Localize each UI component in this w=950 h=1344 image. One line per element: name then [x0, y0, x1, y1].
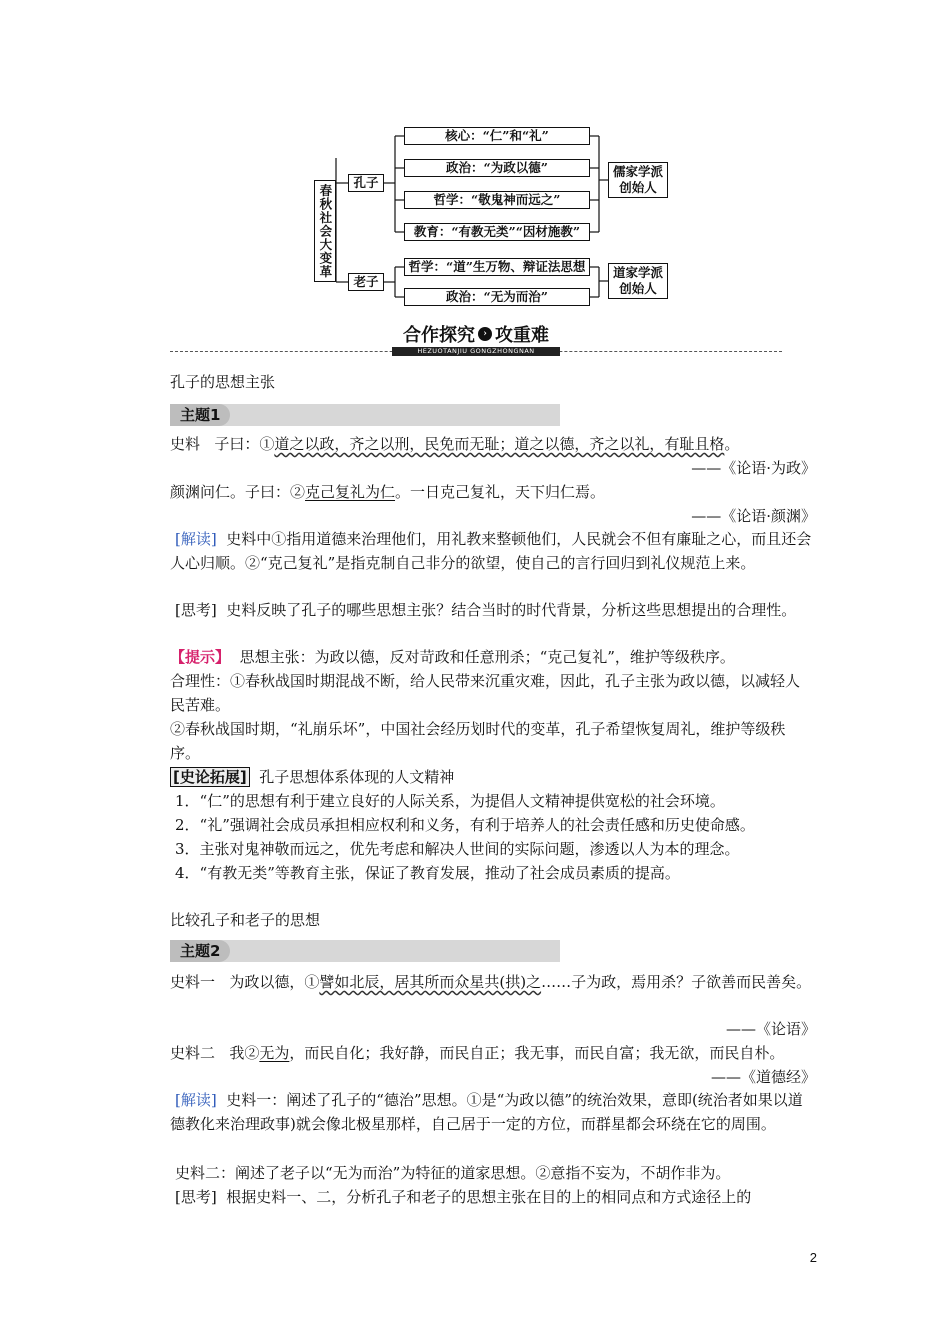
hint-text: 思想主张：为政以德，反对苛政和任意刑杀；“克己复礼”，维护等级秩序。 [239, 648, 735, 666]
confucius-item-politics: 政治：“为政以德” [404, 159, 590, 177]
source-text: ，而民自化；我好静，而民自正；我无事，而民自富；我无欲，而民自朴。 [289, 1044, 785, 1062]
section2-citation2: ——《道德经》 [710, 1068, 816, 1086]
section2-interpretation2: 史料二：阐述了老子以“无为而治”为特征的道家思想。②意指不妄为，不胡作非为。 [175, 1164, 731, 1182]
source-text: 。 [724, 435, 740, 453]
section1-interpretation [170, 527, 812, 575]
laozi-item-politics: 政治：“无为而治” [404, 288, 590, 306]
section1-source2 [170, 481, 605, 503]
source-label: 史料一 [170, 973, 216, 991]
source-text: 我② [229, 1044, 260, 1062]
section2-think [175, 1186, 751, 1208]
source-text: 子曰：① [214, 435, 275, 453]
think-label: [思考] [175, 1188, 217, 1206]
banner-subtitle: HEZUOTANJIU GONGZHONGNAN [392, 347, 560, 356]
confucius-item-core: 核心：“仁”和“礼” [404, 127, 590, 145]
source-highlight: 譬如北辰，居其所而众星共(拱)之 [319, 973, 542, 991]
section1-source1 [170, 433, 739, 455]
section2-citation1: ——《论语》 [725, 1020, 816, 1038]
section2-heading: 比较孔子和老子的思想 [170, 911, 321, 929]
section1-reason1: 合理性：①春秋战国时期混战不断，给人民带来沉重灾难，因此，孔子主张为政以德，以减轻人民苦难。 [170, 672, 801, 714]
think-text: 根据史料一、二，分析孔子和老子的思想主张在目的上的相同点和方式途径上的 [226, 1188, 752, 1206]
hint-label: 【提示】 [170, 648, 231, 666]
confucius-item-education: 教育：“有教无类”“因材施教” [404, 223, 590, 241]
think-text: 史料反映了孔子的哪些思想主张？结合当时的时代背景，分析这些思想提出的合理性。 [226, 601, 797, 619]
laozi-node: 老子 [348, 273, 384, 291]
page-number: 2 [809, 1250, 817, 1265]
extension-title: 孔子思想体系体现的人文精神 [259, 768, 455, 786]
section2-source1 [170, 970, 812, 994]
extension-item: 4．“有教无类”等教育主张，保证了教育发展，推动了社会成员素质的提高。 [175, 864, 680, 882]
interpretation-label: [解读] [175, 530, 217, 548]
banner-title [392, 320, 560, 348]
section-banner [170, 318, 782, 358]
source-text: 为政以德，① [229, 973, 320, 991]
source-label: 史料 [170, 435, 201, 453]
interpretation-label: [解读] [175, 1091, 217, 1109]
confucian-founder-box: 儒家学派创始人 [608, 162, 668, 198]
extension-item: 3．主张对鬼神敬而远之，优先考虑和解决人世间的实际问题，渗透以人为本的理念。 [175, 840, 740, 858]
extension-item: 1．“仁”的思想有利于建立良好的人际关系，为提倡人文精神提供宽松的社会环境。 [175, 792, 725, 810]
section1-tag-bar [170, 404, 560, 426]
section1-citation1: ——《论语·为政》 [691, 459, 816, 477]
section1-hint [170, 646, 735, 668]
banner-title-b: 攻重难 [495, 325, 549, 346]
source-highlight: 无为 [259, 1044, 290, 1062]
extension-item: 2．“礼”强调社会成员承担相应权利和义务，有利于培养人的社会责任感和历史使命感。 [175, 816, 755, 834]
section1-extension-heading [170, 766, 454, 788]
source-highlight: 道之以政，齐之以刑，民免而无耻；道之以德，齐之以礼，有耻且格 [274, 435, 725, 453]
diagram-root: 春秋社会大变革 [314, 180, 336, 282]
section2-tag: 主题2 [170, 940, 230, 962]
source-text: 颜渊问仁。子曰：② [170, 483, 306, 501]
source-label: 史料二 [170, 1044, 216, 1062]
section1-citation2: ——《论语·颜渊》 [691, 507, 816, 525]
interpretation-text: 史料一：阐述了孔子的“德治”思想。①是“为政以德”的统治效果，意即(统治者如果以道德教化来治理政事)就会像北极星那样，自己居于一定的方位，而群星都会环绕在它的周围。 [170, 1091, 803, 1133]
confucius-node: 孔子 [348, 174, 384, 192]
section2-source2 [170, 1042, 784, 1064]
confucius-item-philosophy: 哲学：“敬鬼神而远之” [404, 191, 590, 209]
section1-tag: 主题1 [170, 404, 230, 426]
think-label: [思考] [175, 601, 217, 619]
section1-heading: 孔子的思想主张 [170, 373, 276, 391]
taoist-founder-box: 道家学派创始人 [608, 263, 668, 299]
section1-think [170, 598, 812, 622]
chevron-right-icon: › [478, 327, 492, 341]
banner-title-a: 合作探究 [403, 325, 475, 346]
source-text: 。一日克己复礼，天下归仁焉。 [395, 483, 606, 501]
interpretation-text: 史料中①指用道德来治理他们，用礼教来整顿他们，人民就会不但有廉耻之心，而且还会人心归顺。②“克己复礼”是指克制自己非分的欲望，使自己的言行回归到礼仪规范上来。 [170, 530, 812, 572]
source-text: ……子为政，焉用杀？子欲善而民善矣。 [541, 973, 812, 991]
section1-reason2: ②春秋战国时期，“礼崩乐坏”，中国社会经历划时代的变革，孔子希望恢复周礼，维护等级秩序。 [170, 720, 786, 762]
laozi-item-philosophy: 哲学：“道”生万物、辩证法思想 [404, 258, 590, 276]
source-highlight: 克己复礼为仁 [305, 483, 396, 501]
section2-tag-bar [170, 940, 560, 962]
extension-label: [史论拓展] [170, 767, 250, 787]
thought-structure-diagram [300, 118, 680, 308]
section2-interpretation [170, 1088, 812, 1136]
